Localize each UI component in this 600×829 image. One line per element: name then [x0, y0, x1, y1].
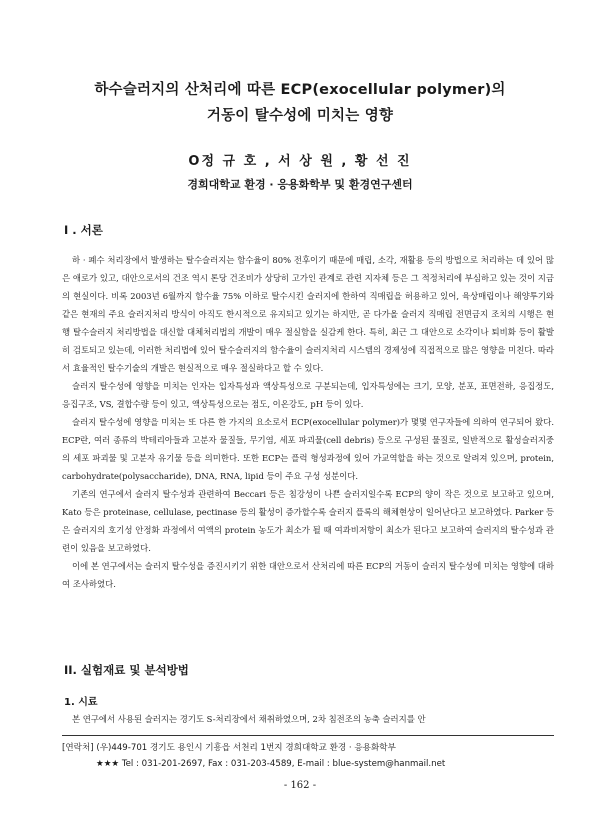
footnote-divider [62, 735, 554, 736]
intro-paragraph: 이에 본 연구에서는 슬러지 탈수성을 증진시키기 위한 대안으로서 산처리에 따른 ECP의 거동이 슬러지 탈수성에 미치는 영향에 대하여 조사하였다. [62, 561, 554, 589]
footnote-contact-address: [연락처] (우)449-701 경기도 용인시 기흥읍 서천리 1번지 경희대학교 환경 · 응용화학부 [62, 743, 396, 753]
methods-paragraph: 본 연구에서 사용된 슬러지는 경기도 S-처리장에서 채취하였으며, 2차 침전조의 농축 슬러지를 안 [72, 714, 426, 724]
introduction-body [62, 251, 554, 593]
intro-paragraph: 슬러지 탈수성에 영향을 미치는 인자는 입자특성과 액상특성으로 구분되는데, 입자특성에는 크기, 모양, 분포, 표면전하, 응집정도, 응집구조, VS, 결합수량 등이 있고, 액상특성으로는 점도, 이온강도, pH 등이 있다. [62, 381, 554, 409]
subsection-heading-sample: 1. 시료 [64, 697, 98, 708]
paper-title-line2: 거동이 탈수성에 미치는 영향 [206, 108, 394, 124]
section-heading-methods: II. 실험재료 및 분석방법 [64, 663, 189, 677]
intro-paragraph: 하 · 폐수 처리장에서 발생하는 탈수슬러지는 함수율이 80% 전후이기 때문에 매립, 소각, 재활용 등의 방법으로 처리하는 데 있어 많은 애로가 있고, 대안으로서의 건조 역시 톤당 건조비가 상당히 고가인 관계로 관련 지자체 등은 그 적정처리에 부심하고 있는 것이 지금의 현실이다. 비록 2003년 6월까지 함수율 75% 이하로 탈수시킨 슬러지에 한하여 직매립을 허용하고 있어, 육상매립이나 해양투기와 같은 현재의 주요 슬러지처리 방식이 아직도 한시적으로 유지되고 있기는 하지만, 곧 다가올 슬러지 직매립 전면금지 조치의 시행은 현행 탈수슬러지 처리방법을 대신할 대체처리법의 개발이 매우 절실함을 실감케 한다. 특히, 최근 그 대안으로 소각이나 퇴비화 등이 활발히 검토되고 있는데, 이러한 처리법에 있어 탈수슬러지의 함수율이 슬러지처리 시스템의 경제성에 직접적으로 많은 영향을 미친다. 따라서 효율적인 탈수기술의 개발은 현실적으로 매우 절실하다고 할 수 있다. [62, 255, 554, 373]
methods-body [62, 710, 554, 728]
author-list: O정 규 호 , 서 상 원 , 황 선 진 [188, 154, 412, 169]
author-affiliation: 경희대학교 환경 · 응용화학부 및 환경연구센터 [187, 178, 413, 191]
page-number: - 162 - [283, 780, 317, 791]
intro-paragraph: 슬러지 탈수성에 영향을 미치는 또 다른 한 가지의 요소로서 ECP(exocellular polymer)가 몇몇 연구자들에 의하여 연구되어 왔다. ECP란, 여러 종류의 박테리아들과 고분자 물질들, 무기염, 세포 파괴물(cell debris) 등으로 구성된 물질로, 일반적으로 활성슬러지중의 세포 파괴물 및 고분자 유기물 등을 의미한다. 또한 ECP는 플럭 형성과정에 있어 가교역할을 하는 것으로 알려져 있으며, protein, carbohydrate(polysaccharide), DNA, RNA, lipid 등이 주요 구성 성분이다. [62, 417, 554, 481]
section-heading-introduction: I . 서론 [64, 223, 103, 237]
intro-paragraph: 기존의 연구에서 슬러지 탈수성과 관련하여 Beccari 등은 침강성이 나쁜 슬러지일수록 ECP의 양이 작은 것으로 보고하고 있으며, Kato 등은 proteinase, cellulase, pectinase 등의 활성이 증가할수록 슬러지 플록의 해체현상이 일어난다고 보고하였다. Parker 등은 슬러지의 호기성 안정화 과정에서 여액의 protein 농도가 최소가 될 때 여과비저항이 최소가 된다고 보고하여 슬러지의 탈수성과 관련이 있음을 보고하였다. [62, 489, 554, 553]
footnote-contact-info: ★★★ Tel : 031-201-2697, Fax : 031-203-4589, E-mail : blue-system@hanmail.net [96, 759, 446, 769]
paper-title-line1: 하수슬러지의 산처리에 따른 ECP(exocellular polymer)의 [94, 82, 506, 98]
